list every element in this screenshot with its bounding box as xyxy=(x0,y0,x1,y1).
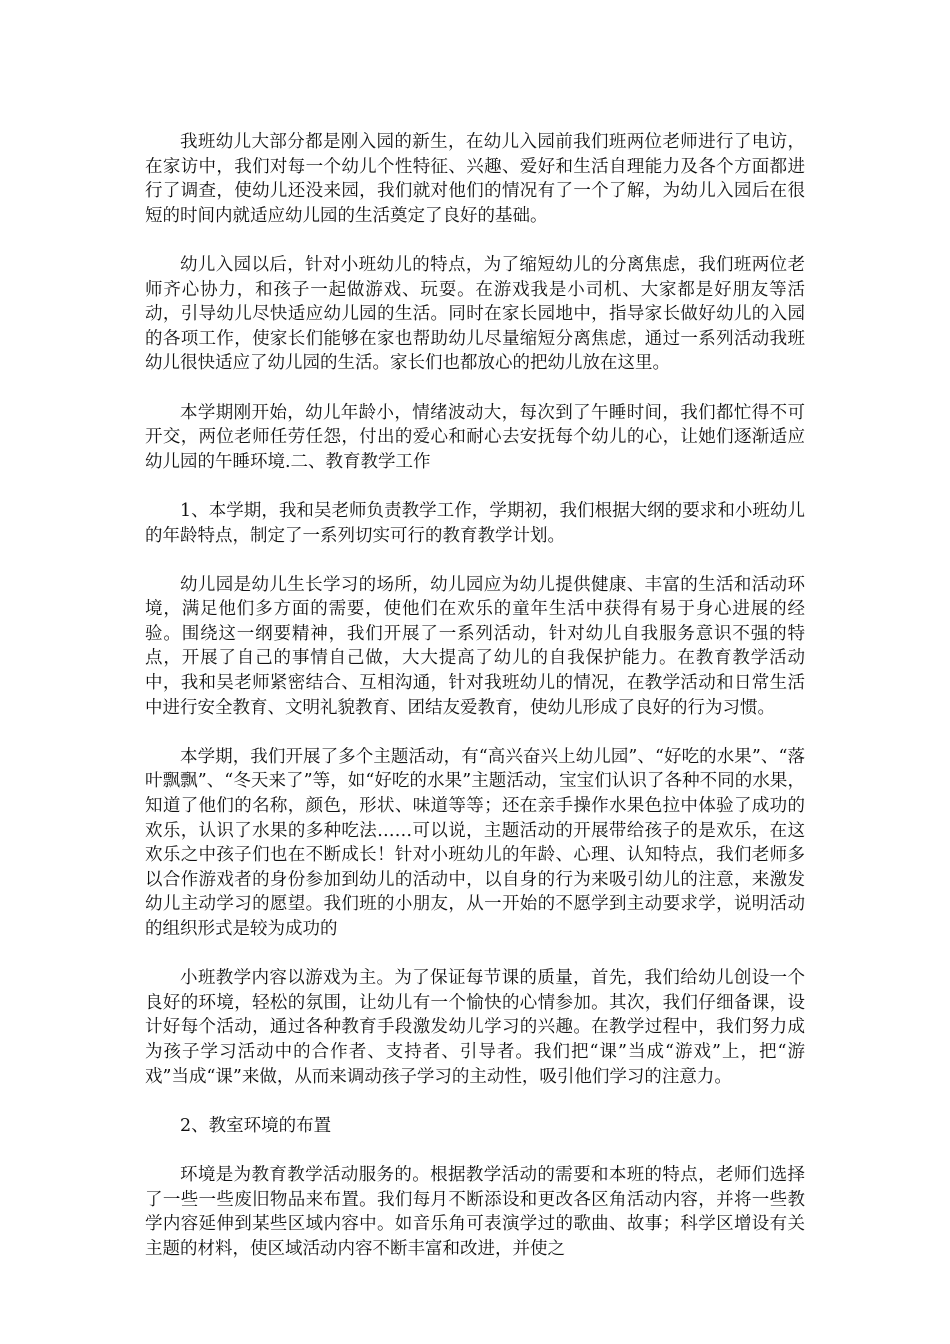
paragraph-2: 幼儿入园以后，针对小班幼儿的特点，为了缩短幼儿的分离焦虑，我们班两位老师齐心协力，和孩子一起做游戏、玩耍。在游戏我是小司机、大家都是好朋友等活动，引导幼儿尽快适应幼儿园的生活。同时在家长园地中，指导家长做好幼儿的入园的各项工作，使家长们能够在家也帮助幼儿尽量缩短分离焦虑，通过一系列活动我班幼儿很快适应了幼儿园的生活。家长们也都放心的把幼儿放在这里。 xyxy=(145,254,805,374)
section-heading-classroom-environment: 2、教室环境的布置 xyxy=(180,1115,332,1136)
paragraph-1: 我班幼儿大部分都是刚入园的新生，在幼儿入园前我们班两位老师进行了电访，在家访中，我们对每一个幼儿个性特征、兴趣、爱好和生活自理能力及各个方面都进行了调查，使幼儿还没来园，我们就对他们的情况有了一个了解，为幼儿入园后在很短的时间内就适应幼儿园的生活奠定了良好的基础。 xyxy=(145,132,805,226)
paragraph-5: 幼儿园是幼儿生长学习的场所，幼儿园应为幼儿提供健康、丰富的生活和活动环境，满足他们多方面的需要，使他们在欢乐的童年生活中获得有易于身心进展的经验。围绕这一纲要精神，我们开展了一系列活动，针对幼儿自我服务意识不强的特点，开展了自己的事情自己做，大大提高了幼儿的自我保护能力。在教育教学活动中，我和吴老师紧密结合、互相沟通，针对我班幼儿的情况，在教学活动和日常生活中进行安全教育、文明礼貌教育、团结友爱教育，使幼儿形成了良好的行为习惯。 xyxy=(145,574,805,718)
paragraph-6: 本学期，我们开展了多个主题活动，有“高兴奋兴上幼儿园”、“好吃的水果”、“落叶飘飘”、“冬天来了”等，如“好吃的水果”主题活动，宝宝们认识了各种不同的水果，知道了他们的名称，颜色，形状、味道等等；还在亲手操作水果色拉中体验了成功的欢乐，认识了水果的多种吃法……可以说，主题活动的开展带给孩子的是欢乐，在这欢乐之中孩子们也在不断成长！针对小班幼儿的年龄、心理、认知特点，我们老师多以合作游戏者的身份参加到幼儿的活动中，以自身的行为来吸引幼儿的注意，来激发幼儿主动学习的愿望。我们班的小朋友，从一开始的不愿学到主动要求学，说明活动的组织形式是较为成功的 xyxy=(145,746,805,939)
paragraph-9: 环境是为教育教学活动服务的。根据教学活动的需要和本班的特点，老师们选择了一些一些废旧物品来布置。我们每月不断添设和更改各区角活动内容，并将一些教学内容延伸到某些区域内容中。如音乐角可表演学过的歌曲、故事；科学区增设有关主题的材料，使区域活动内容不断丰富和改进，并使之 xyxy=(145,1164,805,1259)
paragraph-4: 1、本学期，我和吴老师负责教学工作，学期初，我们根据大纲的要求和小班幼儿的年龄特点，制定了一系列切实可行的教育教学计划。 xyxy=(145,500,805,546)
paragraph-7: 小班教学内容以游戏为主。为了保证每节课的质量，首先，我们给幼儿创设一个良好的环境，轻松的氛围，让幼儿有一个愉快的心情参加。其次，我们仔细备课，设计好每个活动，通过各种教育手段激发幼儿学习的兴趣。在教学过程中，我们努力成为孩子学习活动中的合作者、支持者、引导者。我们把“课”当成“游戏”上，把“游戏”当成“课”来做，从而来调动孩子学习的主动性，吸引他们学习的注意力。 xyxy=(145,968,805,1087)
paragraph-3: 本学期刚开始，幼儿年龄小，情绪波动大，每次到了午睡时间，我们都忙得不可开交，两位老师任劳任怨，付出的爱心和耐心去安抚每个幼儿的心，让她们逐渐适应幼儿园的午睡环境.二、教育教学工作 xyxy=(145,402,805,472)
document-page xyxy=(145,130,805,1286)
